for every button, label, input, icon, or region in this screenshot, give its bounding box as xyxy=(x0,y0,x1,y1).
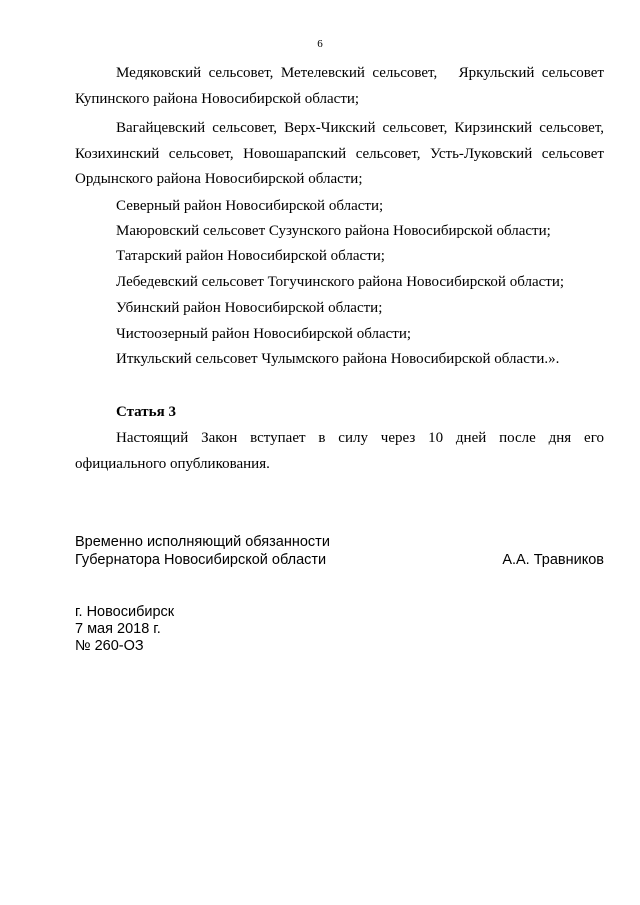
signature-title-line-2: Губернатора Новосибирской области xyxy=(75,552,327,568)
footer-law-number: № 260-ОЗ xyxy=(75,638,144,654)
list-item-4: Маюровский сельсовет Сузунского района Новосибирской области; xyxy=(116,223,551,239)
list-item-8: Чистоозерный район Новосибирской области; xyxy=(116,326,412,342)
signatory-name: А.А. Травников xyxy=(502,552,604,568)
list-item-2-line-3: Ордынского района Новосибирской области; xyxy=(75,171,363,187)
list-item-5: Татарский район Новосибирской области; xyxy=(116,248,385,264)
list-item-3: Северный район Новосибирской области; xyxy=(116,198,384,214)
article-3-line-1: Настоящий Закон вступает в силу через 10 дней после дня его xyxy=(116,430,604,446)
list-item-6: Лебедевский сельсовет Тогучинского района Новосибирской области; xyxy=(116,274,565,290)
list-item-1-line-2: Купинского района Новосибирской области; xyxy=(75,91,360,107)
list-item-7: Убинский район Новосибирской области; xyxy=(116,300,383,316)
list-item-2-line-1: Вагайцевский сельсовет, Верх-Чикский сельсовет, Кирзинский сельсовет, xyxy=(116,120,604,136)
signature-title-line-1: Временно исполняющий обязанности xyxy=(75,534,330,550)
list-item-2-line-2: Козихинский сельсовет, Новошарапский сельсовет, Усть-Луковский сельсовет xyxy=(75,146,604,162)
page-number: 6 xyxy=(317,38,323,50)
article-3-heading: Статья 3 xyxy=(116,404,176,420)
list-item-1-line-1: Медяковский сельсовет, Метелевский сельсовет, Яркульский сельсовет xyxy=(116,65,604,81)
footer-city: г. Новосибирск xyxy=(75,604,175,620)
list-item-9: Иткульский сельсовет Чулымского района Новосибирской области.». xyxy=(116,351,560,367)
footer-date: 7 мая 2018 г. xyxy=(75,621,161,637)
article-3-line-2: официального опубликования. xyxy=(75,456,270,472)
